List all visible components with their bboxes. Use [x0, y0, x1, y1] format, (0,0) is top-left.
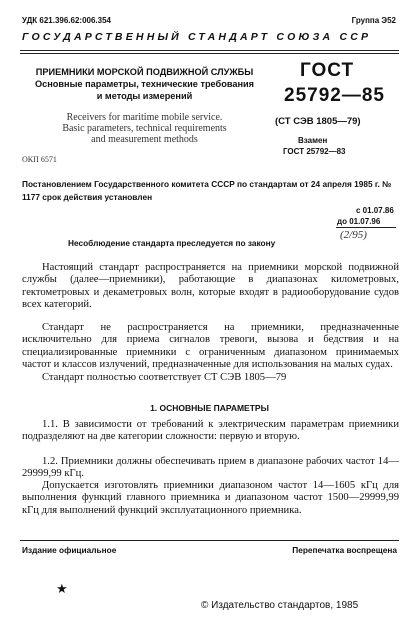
- header-rule-bottom: [20, 53, 399, 54]
- official-edition-label: Издание официальное: [22, 545, 117, 555]
- handwritten-note: (2/95): [340, 229, 367, 241]
- gost-number: 25792—85: [284, 85, 385, 106]
- group-code: Группа Э52: [351, 16, 396, 25]
- clause-1-1: 1.1. В зависимости от требований к электрическим параметрам приемники подразделяют на две категории сложности: первую и вторую.: [22, 419, 399, 443]
- resolution-text: Постановлением Государственного комитета СССР по стандартам от 24 апреля 1985 г. № 1177 срок действия установлен: [22, 179, 392, 202]
- reprint-prohibited-label: Перепечатка воспрещена: [292, 545, 397, 555]
- valid-to-date: до 01.07.96: [337, 217, 381, 226]
- standard-banner: ГОСУДАРСТВЕННЫЙ СТАНДАРТ СОЮЗА ССР: [22, 31, 372, 43]
- title-ru-line-1: ПРИЕМНИКИ МОРСКОЙ ПОДВИЖНОЙ СЛУЖБЫ: [35, 67, 254, 77]
- footer-rule: [20, 540, 399, 541]
- conformity-paragraph: Стандарт полностью соответствует СТ СЭВ 1805—79: [42, 372, 287, 383]
- title-en-line-3: and measurement methods: [91, 134, 198, 145]
- title-russian: [22, 66, 267, 102]
- noncompliance-notice: Несоблюдение стандарта преследуется по закону: [68, 238, 276, 248]
- title-ru-line-2: Основные параметры, технические требования: [34, 79, 255, 89]
- star-icon: ★: [56, 581, 68, 596]
- exclusion-paragraph: Стандарт не распространяется на приемники, предназначенные исключительно для приема сигналов тревоги, вызова и бедствия и на специализированные приемники с ограниченным диапазоном принимаемых частот и классов излучений, предназначенные для использования на малых судах.: [22, 322, 399, 371]
- title-ru-line-3: и методы измерений: [96, 91, 193, 101]
- gost-label: ГОСТ: [300, 60, 355, 81]
- scope-paragraph: Настоящий стандарт распространяется на приемники морской подвижной службы (далее—приемники), работающие в диапазонах километровых, гектометровых и декаметровых волн, которые входят в радиооборудование судов всех категорий.: [22, 262, 399, 311]
- replaces-standard: ГОСТ 25792—83: [283, 147, 346, 156]
- title-english: [22, 112, 267, 145]
- title-en-line-2: Basic parameters, technical requirements: [62, 123, 227, 134]
- okp-code: ОКП 6571: [22, 155, 57, 164]
- publisher-line: © Издательство стандартов, 1985: [201, 600, 359, 611]
- valid-from-date: с 01.07.86: [356, 206, 394, 215]
- st-sev-reference: (СТ СЭВ 1805—79): [275, 116, 361, 127]
- udk-code: УДК 621.396.62:006.354: [22, 16, 111, 25]
- header-rule-top: [20, 50, 399, 51]
- clause-1-2: 1.2. Приемники должны обеспечивать прием в диапазоне рабочих частот 14—29999,99 кГц.: [22, 456, 399, 480]
- title-en-line-1: Receivers for maritime mobile service.: [66, 112, 223, 123]
- section-title: 1. ОСНОВНЫЕ ПАРАМЕТРЫ: [150, 403, 269, 413]
- replaces-label: Взамен: [298, 136, 328, 145]
- valid-to-underline: [336, 227, 396, 228]
- clause-1-2-note: Допускается изготовлять приемники диапазоном частот 14—1605 кГц для выполнения функций главного приемника и диапазоном частот 1500—29999,99 кГц для выполнений функций эксплуатационного приемника.: [22, 480, 399, 516]
